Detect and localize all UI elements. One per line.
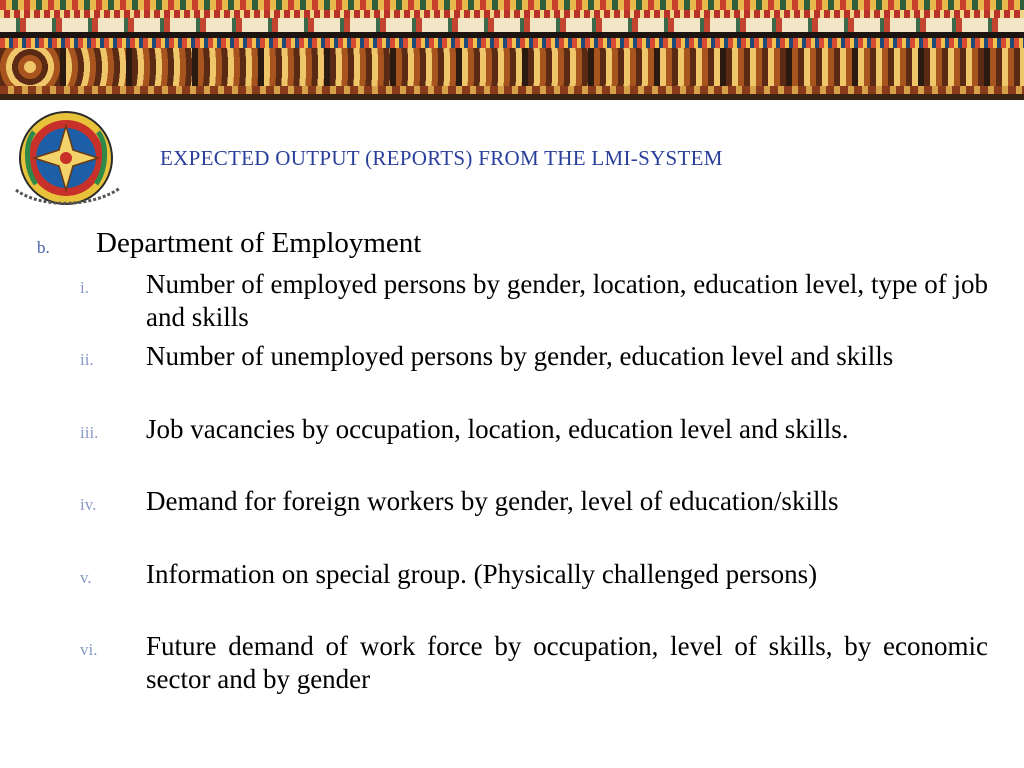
section-heading-text: Department of Employment [96,227,422,259]
header-banner-image [0,0,1024,100]
list-item-text: Job vacancies by occupation, location, education level and skills. [146,414,849,444]
national-emblem-icon [10,104,128,222]
banner-band [0,0,1024,10]
list-item-text: Demand for foreign workers by gender, level of education/skills [146,486,839,516]
banner-band [0,94,1024,100]
banner-band [0,38,1024,48]
list-item-text: Number of unemployed persons by gender, education level and skills [146,341,894,371]
list-item-text: Information on special group. (Physically challenged persons) [146,559,818,589]
list-marker: iii. [80,423,99,442]
list-marker: v. [80,568,92,587]
list-marker: vi. [80,640,98,659]
list-marker: b. [37,238,50,257]
banner-band [0,18,1024,32]
list-marker: ii. [80,350,94,369]
list-marker: iv. [80,495,97,514]
list-item-text: Number of employed persons by gender, location, education level, type of job and skills [146,269,988,332]
page-title: EXPECTED OUTPUT (REPORTS) FROM THE LMI-SYSTEM [160,146,723,170]
list-item-text: Future demand of work force by occupation, level of skills, by economic sector and by gender [146,631,988,694]
banner-band [0,86,1024,94]
banner-band [0,10,1024,18]
list-marker: i. [80,278,89,297]
banner-band [0,48,1024,86]
